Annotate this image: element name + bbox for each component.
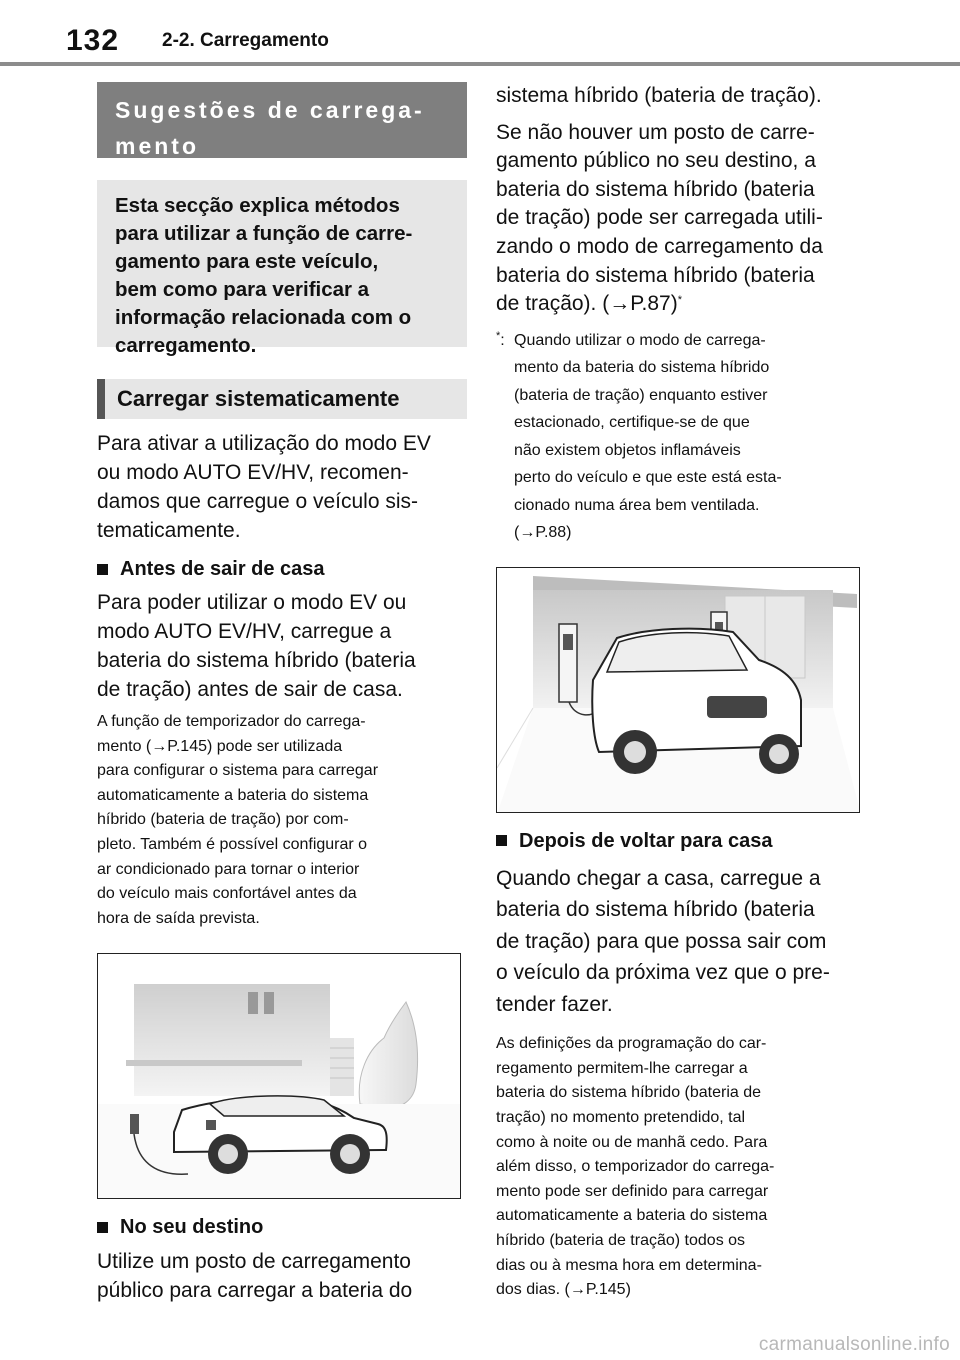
bullet-heading-text: Depois de voltar para casa [519, 829, 773, 852]
text-line: do veículo mais confortável antes da [97, 885, 357, 903]
bullet-heading-text: Antes de sair de casa [120, 558, 325, 580]
text-line: além disso, o temporizador do carrega- [496, 1158, 775, 1176]
chapter-title: 2-2. Carregamento [162, 30, 329, 51]
text-line: hora de saída prevista. [97, 909, 260, 927]
square-bullet-icon [97, 1222, 108, 1233]
paragraph [496, 863, 866, 1021]
page-header [0, 0, 960, 70]
intro-line: carregamento. [115, 334, 257, 357]
text-line: Para ativar a utilização do modo EV [97, 432, 431, 455]
intro-line: gamento para este veículo, [115, 250, 379, 273]
square-bullet-icon [97, 564, 108, 575]
intro-line: para utilizar a função de carre- [115, 222, 413, 245]
square-bullet-icon [496, 835, 507, 846]
note-paragraph [97, 710, 467, 931]
text-line: Utilize um posto de carregamento [97, 1250, 411, 1274]
footnote [496, 327, 866, 547]
text-line: tender fazer. [496, 992, 613, 1016]
text-line: de tração) antes de sair de casa. [97, 678, 403, 701]
intro-line: Esta secção explica métodos [115, 194, 400, 217]
text-line: Quando chegar a casa, carregue a [496, 866, 821, 890]
text-line: regamento permitem-lhe carregar a [496, 1059, 748, 1077]
section-title-line: mento [115, 133, 199, 159]
text-line: A função de temporizador do carrega- [97, 713, 366, 730]
text-line: As definições da programação do car- [496, 1035, 767, 1053]
paragraph [97, 1247, 467, 1305]
text-line: automaticamente a bateria do sistema [97, 786, 369, 804]
footnote-line: cionado numa área bem ventilada. [514, 496, 760, 514]
text-line: zando o modo de carregamento da [496, 234, 823, 258]
intro-box [97, 180, 467, 357]
text-line: Se não houver um posto de carre- [496, 120, 815, 144]
text-line-content: de tração). (→P.87) [496, 292, 678, 316]
footnote-line: não existem objetos inflamáveis [514, 441, 741, 459]
text-line: mento (→P.145) pode ser utilizada [97, 737, 343, 755]
bullet-heading [496, 827, 866, 855]
bullet-heading-text: No seu destino [120, 1216, 264, 1239]
note-paragraph [496, 1032, 866, 1303]
bullet-heading [97, 555, 467, 583]
text-line: damos que carregue o veículo sis- [97, 490, 418, 513]
text-line: automaticamente a bateria do sistema [496, 1207, 768, 1225]
right-column [496, 82, 866, 1303]
text-line: gamento público no seu destino, a [496, 149, 816, 173]
footnote-colon: : [500, 331, 505, 349]
text-line: mento pode ser definido para carregar [496, 1182, 769, 1200]
text-line: para configurar o sistema para carregar [97, 762, 379, 780]
subheading: Carregar sistematicamente [97, 379, 467, 419]
text-line: ou modo AUTO EV/HV, recomen- [97, 461, 409, 484]
footnote-marker: * [677, 294, 682, 307]
footnote-line: mento da bateria do sistema híbrido [514, 359, 770, 377]
text-line: dos dias. (→P.145) [496, 1281, 631, 1299]
text-line: híbrido (bateria de tração) por com- [97, 811, 349, 829]
left-column [97, 82, 467, 1305]
text-line: sistema híbrido (bateria de tração). [496, 84, 822, 107]
intro-line: informação relacionada com o [115, 306, 412, 329]
text-line: de tração) pode ser carregada utili- [496, 206, 823, 230]
header-rule [0, 62, 960, 66]
text-line: dias ou à mesma hora em determina- [496, 1256, 762, 1274]
text-line: modo AUTO EV/HV, carregue a [97, 620, 392, 643]
text-line: bateria do sistema híbrido (bateria [496, 263, 815, 287]
section-title-line: Sugestões de carrega- [115, 97, 425, 123]
text-line: de tração) para que possa sair com [496, 929, 827, 953]
paragraph [97, 588, 467, 704]
bullet-heading [97, 1213, 467, 1241]
text-line: bateria do sistema híbrido (bateria [496, 898, 815, 922]
section-title [97, 82, 467, 158]
home-charging-illustration [97, 953, 461, 1199]
text-line: bateria do sistema híbrido (bateria [97, 649, 416, 672]
paragraph [97, 429, 467, 545]
text-line: bateria do sistema híbrido (bateria [496, 177, 815, 201]
public-charging-drawing [497, 568, 860, 813]
text-line: o veículo da próxima vez que o pre- [496, 961, 830, 985]
footnote-line: perto do veículo e que este está esta- [514, 469, 782, 487]
text-line: público para carregar a bateria do [97, 1279, 413, 1303]
footnote-asterisk: * [496, 329, 501, 342]
page-number: 132 [66, 24, 120, 57]
footnote-line: (bateria de tração) enquanto estiver [514, 386, 768, 404]
intro-line: bem como para verificar a [115, 278, 370, 301]
footnote-line: Quando utilizar o modo de carrega- [514, 331, 766, 349]
text-line: bateria do sistema híbrido (bateria de [496, 1084, 762, 1102]
text-line: híbrido (bateria de tração) todos os [496, 1232, 746, 1249]
public-charging-illustration [496, 567, 860, 813]
text-line: como à noite ou de manhã cedo. Para [496, 1133, 768, 1151]
paragraph [496, 82, 866, 319]
text-line: pleto. Também é possível configurar o [97, 835, 368, 853]
home-charging-drawing [98, 954, 461, 1199]
text-line: tematicamente. [97, 519, 241, 542]
text-line: Para poder utilizar o modo EV ou [97, 591, 407, 614]
text-line: ar condicionado para tornar o interior [97, 860, 360, 878]
footnote-line: (→P.88) [514, 524, 572, 542]
text-line: tração) no momento pretendido, tal [496, 1109, 746, 1127]
text-line [496, 290, 866, 319]
footnote-line: estacionado, certifique-se de que [514, 414, 750, 432]
footnote-mark [496, 327, 505, 355]
watermark: carmanualsonline.info [758, 1334, 950, 1355]
